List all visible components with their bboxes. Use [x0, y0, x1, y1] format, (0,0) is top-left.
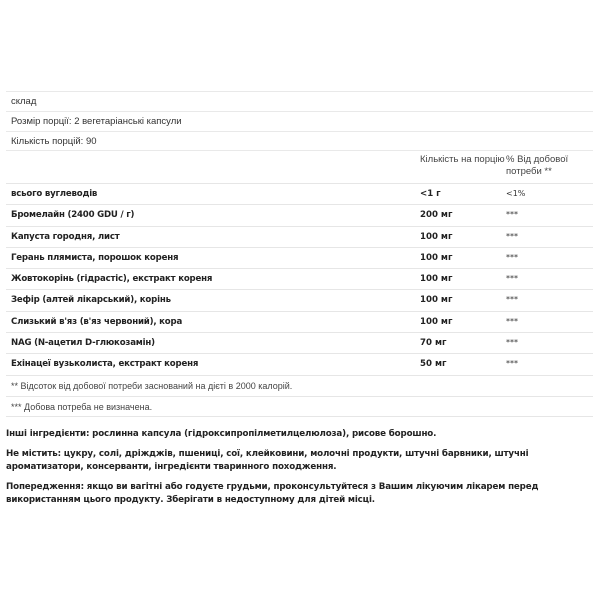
ingredient-dv: *** — [506, 210, 518, 220]
table-header — [6, 151, 593, 183]
ingredient-amount: <1 г — [420, 189, 441, 199]
ingredient-name: Жовтокорінь (гідрастіс), екстракт кореня — [11, 274, 213, 285]
header-ingredient — [6, 154, 420, 183]
table-row — [6, 268, 593, 289]
ingredient-amount: 200 мг — [420, 210, 453, 221]
table-row — [6, 183, 593, 204]
warning: Попередження: якщо ви вагітні або годуєте грудьми, проконсультуйтеся з Вашим лікуючим лікарем перед використанням цього продукту. Зберігати в недоступному для дітей місці. — [6, 482, 539, 505]
ingredient-amount: 100 мг — [420, 231, 453, 242]
does-not-contain: Не містить: цукру, солі, дріжджів, пшениці, сої, клейковини, молочні продукти, штучні барвники, штучні ароматизатори, консерванти, інгредієнти тваринного походження. — [6, 449, 529, 472]
ingredient-dv: *** — [506, 274, 518, 284]
ingredient-amount: 100 мг — [420, 252, 453, 263]
ingredient-amount: 100 мг — [420, 316, 453, 327]
table-row — [6, 247, 593, 268]
ingredient-amount: 70 мг — [420, 338, 447, 349]
ingredient-name: Слизький в'яз (в'яз червоний), кора — [11, 316, 183, 327]
additional-info — [6, 428, 594, 514]
ingredient-name: Герань плямиста, порошок кореня — [11, 252, 179, 263]
ingredient-dv: *** — [506, 252, 518, 262]
table-row — [6, 332, 593, 353]
ingredient-name: Зефір (алтей лікарський), корінь — [11, 295, 171, 306]
ingredient-dv: *** — [506, 316, 518, 326]
ingredient-name: Капуста городня, лист — [11, 231, 120, 242]
table-row — [6, 226, 593, 247]
ingredient-amount: 100 мг — [420, 295, 453, 306]
table-row — [6, 289, 593, 310]
ingredient-amount: 100 мг — [420, 274, 453, 285]
ingredient-dv: *** — [506, 295, 518, 305]
header-daily-value: % Від добової потреби ** — [506, 154, 569, 177]
servings-per-container: Кількість порцій: 90 — [6, 131, 593, 151]
header-amount: Кількість на порцію — [420, 154, 505, 165]
ingredient-dv: *** — [506, 338, 518, 348]
ingredient-dv: *** — [506, 231, 518, 241]
table-row — [6, 204, 593, 225]
ingredient-name: Бромелайн (2400 GDU / г) — [11, 210, 135, 221]
ingredient-dv: <1% — [506, 189, 526, 198]
not-established-footnote: *** Добова потреба не визначена. — [6, 396, 593, 417]
daily-value-footnote: ** Відсоток від добової потреби заснований на дієті в 2000 калорій. — [6, 375, 593, 396]
ingredients-table — [6, 151, 593, 375]
serving-size: Розмір порції: 2 вегетаріанські капсули — [6, 111, 593, 131]
composition-title: склад — [6, 91, 593, 111]
ingredient-name: Ехінацеї вузьколиста, екстракт кореня — [11, 359, 199, 370]
ingredient-name: NAG (N-ацетил D-глюкозамін) — [11, 338, 155, 349]
table-row — [6, 311, 593, 332]
other-ingredients: Інші інгредієнти: рослинна капсула (гідроксипропілметилцелюлоза), рисове борошно. — [6, 429, 437, 439]
table-row — [6, 353, 593, 374]
ingredient-amount: 50 мг — [420, 359, 447, 370]
supplement-facts-panel — [6, 91, 593, 417]
ingredient-name: всього вуглеводів — [11, 189, 98, 199]
ingredient-dv: *** — [506, 359, 518, 369]
